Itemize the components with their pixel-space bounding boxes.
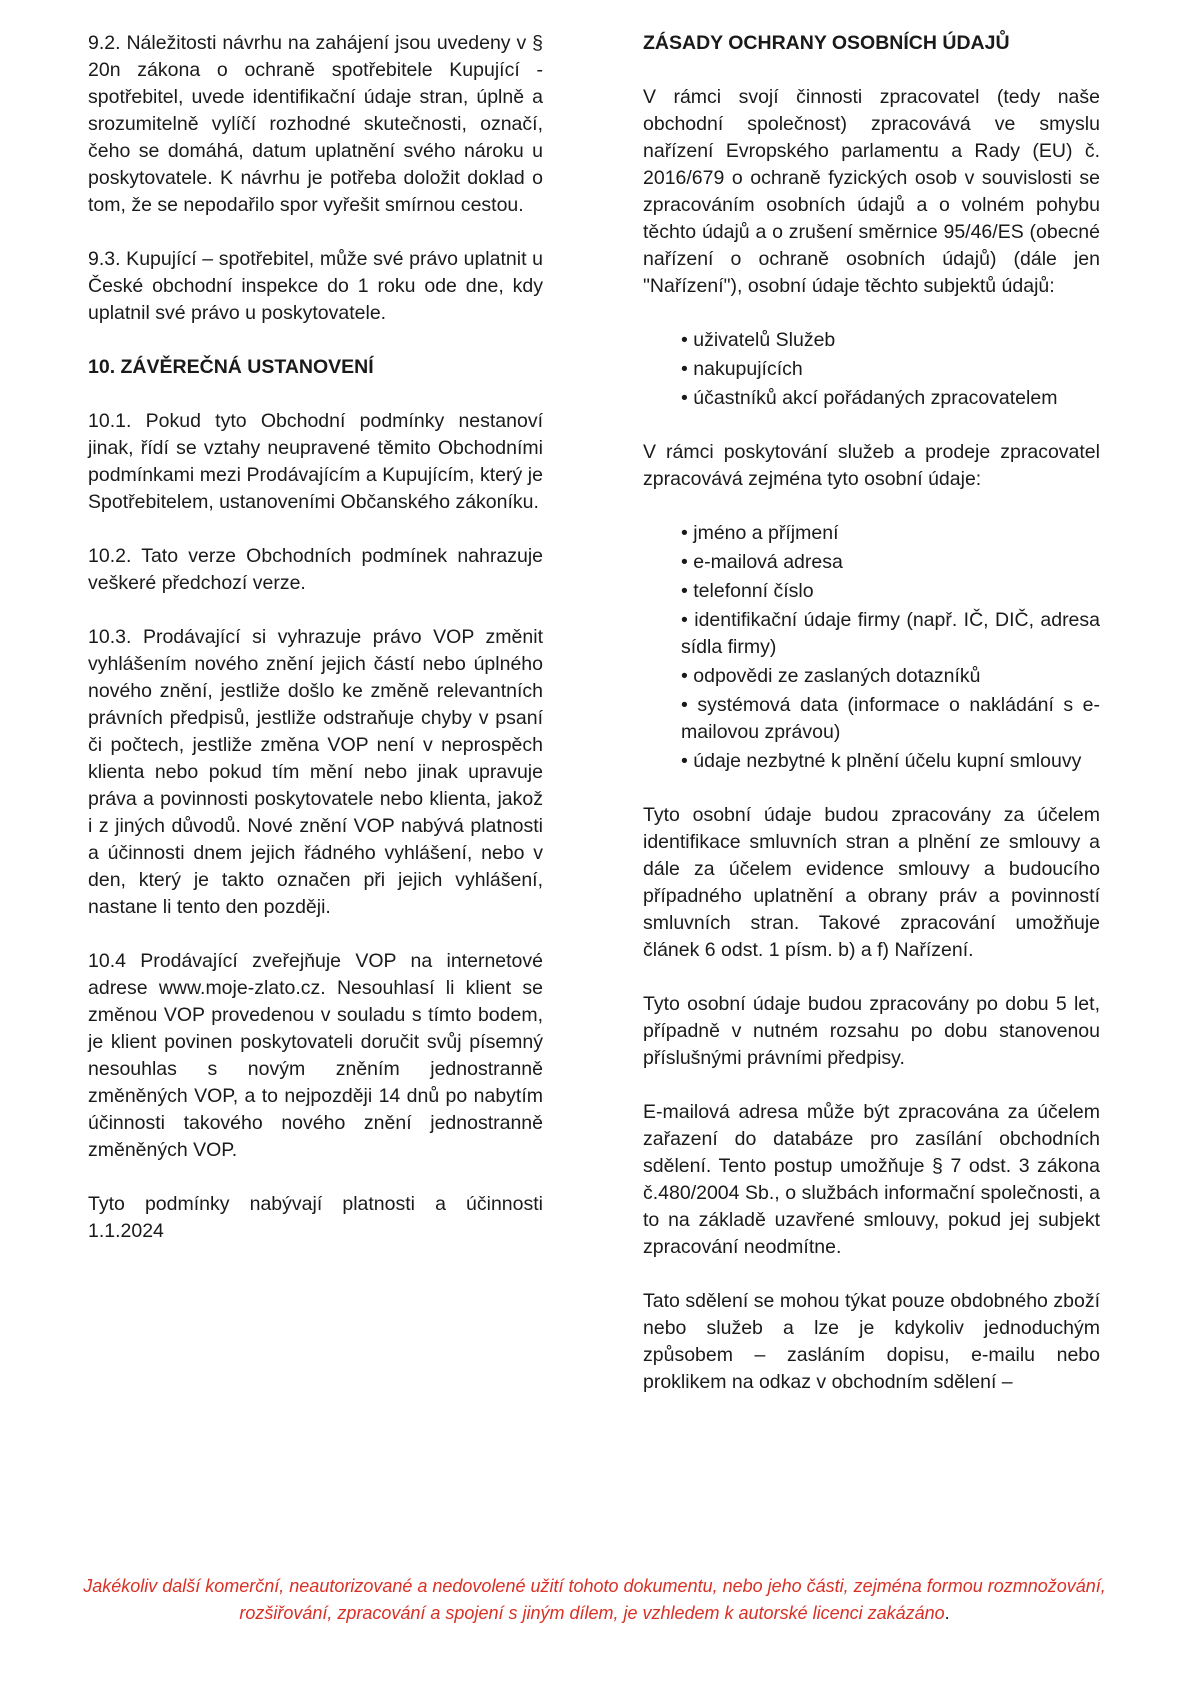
paragraph-9-3: 9.3. Kupující – spotřebitel, může své právo uplatnit u České obchodní inspekce do 1 roku ode dne, kdy uplatnil své právo u poskytovatele. — [88, 248, 543, 324]
list-item: • e-mailová adresa — [681, 549, 1100, 576]
list-item: • údaje nezbytné k plnění účelu kupní smlouvy — [681, 748, 1100, 775]
paragraph-email: E-mailová adresa může být zpracována za účelem zařazení do databáze pro zasílání obchodních sdělení. Tento postup umožňuje § 7 odst. 3 zákona č.480/2004 Sb., o službách informační společnosti, a to na základě uzavřené smlouvy, pokud jej subjekt zpracování neodmítne. — [643, 1101, 1100, 1258]
personal-data-list — [681, 520, 1100, 775]
paragraph-duration: Tyto osobní údaje budou zpracovány po dobu 5 let, případně v nutném rozsahu po dobu stanovenou příslušnými právními předpisy. — [643, 993, 1100, 1069]
list-item: • uživatelů Služeb — [681, 327, 1100, 354]
paragraph-10-4: 10.4 Prodávající zveřejňuje VOP na internetové adrese www.moje-zlato.cz. Nesouhlasí li klient se změnou VOP provedenou v souladu s tímto bodem, je klient povinen poskytovateli doručit svůj písemný nesouhlas s novým zněním jednostranně změněných VOP, a to nejpozději 14 dnů po nabytím účinnosti takového nového znění jednostranně změněných VOP. — [88, 950, 543, 1161]
list-item: • nakupujících — [681, 356, 1100, 383]
paragraph-10-1: 10.1. Pokud tyto Obchodní podmínky nestanoví jinak, řídí se vztahy neupravené těmito Obchodními podmínkami mezi Prodávajícím a Kupujícím, který je Spotřebitelem, ustanoveními Občanského zákoníku. — [88, 410, 543, 513]
list-item: • jméno a příjmení — [681, 520, 1100, 547]
paragraph-messages: Tato sdělení se mohou týkat pouze obdobného zboží nebo služeb a lze je kdykoliv jednoduchým způsobem – zasláním dopisu, e-mailu nebo proklikem na odkaz v obchodním sdělení – — [643, 1290, 1100, 1393]
paragraph-privacy-intro: V rámci svojí činnosti zpracovatel (tedy naše obchodní společnost) zpracovává ve smyslu nařízení Evropského parlamentu a Rady (EU) č. 2016/679 o ochraně fyzických osob v souvislosti se zpracováním osobních údajů a o volném pohybu těchto údajů a o zrušení směrnice 95/46/ES (obecné nařízení o ochraně osobních údajů) (dále jen "Nařízení"), osobní údaje těchto subjektů údajů: — [643, 86, 1100, 297]
list-item: • identifikační údaje firmy (např. IČ, DIČ, adresa sídla firmy) — [681, 607, 1100, 661]
section-heading-10: 10. ZÁVĚREČNÁ USTANOVENÍ — [88, 356, 374, 378]
paragraph-10-3: 10.3. Prodávající si vyhrazuje právo VOP změnit vyhlášením nového znění jejich částí nebo úplného nového znění, jestliže došlo ke změně relevantních právních předpisů, jestliže odstraňuje chyby v psaní či počtech, jestliže změna VOP není v neprospěch klienta nebo pokud tím mění nebo jinak upravuje práva a povinnosti poskytovatele nebo klienta, jakož i z jiných důvodů. Nové znění VOP nabývá platnosti a účinnosti dnem jejich řádného vyhlášení, nebo v den, který je takto označen při jejich vyhlášení, nastane li tento den později. — [88, 626, 543, 918]
list-item: • účastníků akcí pořádaných zpracovatelem — [681, 385, 1100, 412]
data-subjects-list — [681, 327, 1100, 412]
paragraph-purpose: Tyto osobní údaje budou zpracovány za účelem identifikace smluvních stran a plnění ze smlouvy a dále za účelem evidence smlouvy a budoucího případného uplatnění a obrany práv a povinností smluvních stran. Takové zpracování umožňuje článek 6 odst. 1 písm. b) a f) Nařízení. — [643, 804, 1100, 961]
footer-text: Jakékoliv další komerční, neautorizované a nedovolené užití tohoto dokumentu, nebo jeho části, zejména formou rozmnožování, rozšiřování, zpracování a spojení s jiným dílem, je vzhledem k autorské licenci zakázáno — [83, 1576, 1106, 1623]
list-item: • telefonní číslo — [681, 578, 1100, 605]
list-item: • odpovědi ze zaslaných dotazníků — [681, 663, 1100, 690]
paragraph-services: V rámci poskytování služeb a prodeje zpracovatel zpracovává zejména tyto osobní údaje: — [643, 441, 1100, 490]
left-column — [88, 30, 543, 1272]
paragraph-9-2: 9.2. Náležitosti návrhu na zahájení jsou uvedeny v § 20n zákona o ochraně spotřebitele Kupující - spotřebitel, uvede identifikační údaje stran, úplně a srozumitelně vylíčí rozhodné skutečnosti, označí, čeho se domáhá, datum uplatnění svého nároku u poskytovatele. K návrhu je potřeba doložit doklad o tom, že se nepodařilo spor vyřešit smírnou cestou. — [88, 32, 543, 216]
list-item: • systémová data (informace o nakládání s e-mailovou zprávou) — [681, 692, 1100, 746]
right-column — [643, 30, 1100, 1423]
paragraph-10-2: 10.2. Tato verze Obchodních podmínek nahrazuje veškeré předchozí verze. — [88, 545, 543, 594]
copyright-footer — [60, 1573, 1129, 1627]
privacy-heading: ZÁSADY OCHRANY OSOBNÍCH ÚDAJŮ — [643, 32, 1010, 54]
paragraph-validity: Tyto podmínky nabývají platnosti a účinnosti 1.1.2024 — [88, 1193, 543, 1242]
footer-period: . — [944, 1603, 950, 1623]
